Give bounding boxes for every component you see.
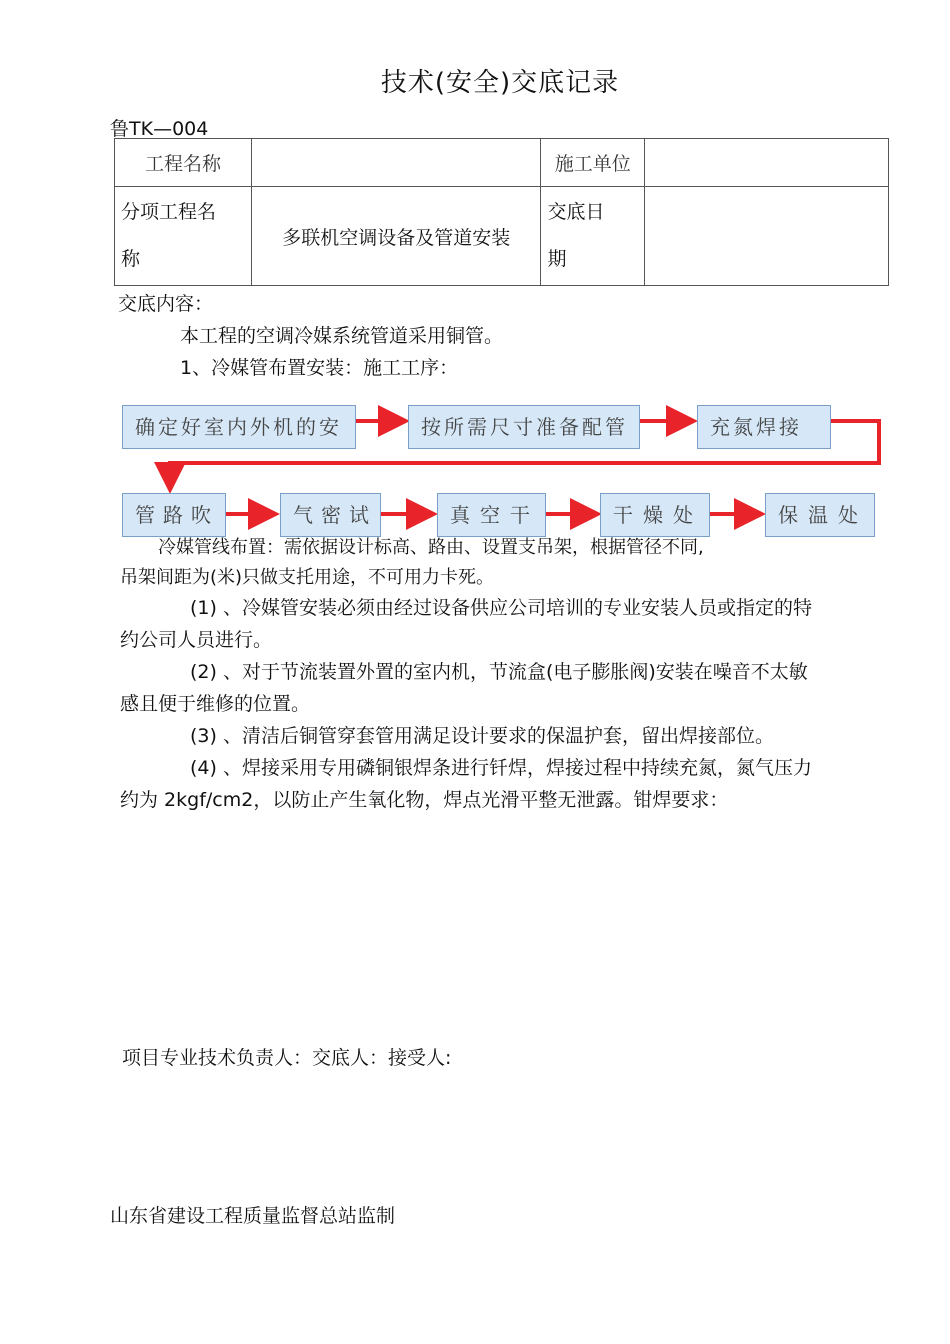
date-label-line2: 期: [547, 248, 567, 270]
para-4-line2: 约为 2kgf/cm2，以防止产生氧化物，焊点光滑平整无泄露。钳焊要求：: [120, 789, 729, 811]
construction-unit-label: 施工单位: [541, 139, 645, 187]
date-label-line1: 交底日: [547, 201, 605, 223]
para-2-line2: 感且便于维修的位置。: [120, 693, 311, 715]
sub-project-label-line1: 分项工程名: [121, 201, 217, 223]
para-4-line1: (4) 、焊接采用专用磷铜银焊条进行钎焊，焊接过程中持续充氮，氮气压力: [190, 757, 812, 779]
flow-step: 确定好室内外机的安: [122, 405, 356, 449]
sub-project-field[interactable]: 多联机空调设备及管道安装: [252, 187, 541, 286]
para-1-line1: (1) 、冷媒管安装必须由经过设备供应公司培训的专业安装人员或指定的特: [190, 597, 812, 619]
para-2-line1: (2) 、对于节流装置外置的室内机，节流盒(电子膨胀阀)安装在噪音不太敏: [190, 661, 808, 683]
flow-step: 保温处: [765, 493, 875, 537]
sub-project-label-line2: 称: [121, 248, 141, 270]
para-1-line2: 约公司人员进行。: [120, 629, 273, 651]
para-3-line1: (3) 、清洁后铜管穿套管用满足设计要求的保温护套，留出焊接部位。: [190, 725, 774, 747]
flow-step: 气密试: [280, 493, 381, 537]
form-code: 鲁TK—004: [110, 118, 209, 140]
content-heading: 交底内容：: [118, 293, 214, 315]
footer-text: 山东省建设工程质量监督总站监制: [110, 1205, 396, 1227]
flow-step: 按所需尺寸准备配管: [408, 405, 640, 449]
layout-line1: 冷媒管线布置：需依据设计标高、路由、设置支吊架，根据管径不同,: [158, 537, 704, 558]
flow-step: 管路吹: [122, 493, 226, 537]
signature-line: 项目专业技术负责人：交底人：接受人:: [122, 1047, 452, 1069]
flow-step: 真空干: [437, 493, 546, 537]
layout-line2: 吊架间距为(米)只做支托用途，不可用力卡死。: [120, 567, 495, 588]
project-name-label: 工程名称: [115, 139, 252, 187]
page-title: 技术(安全)交底记录: [380, 68, 620, 98]
section-heading: 1、冷媒管布置安装：施工工序：: [180, 357, 459, 379]
content-intro: 本工程的空调冷媒系统管道采用铜管。: [180, 325, 504, 347]
flow-step: 干燥处: [600, 493, 710, 537]
flow-step: 充氮焊接: [697, 405, 831, 449]
flow-arrows: [0, 0, 950, 560]
